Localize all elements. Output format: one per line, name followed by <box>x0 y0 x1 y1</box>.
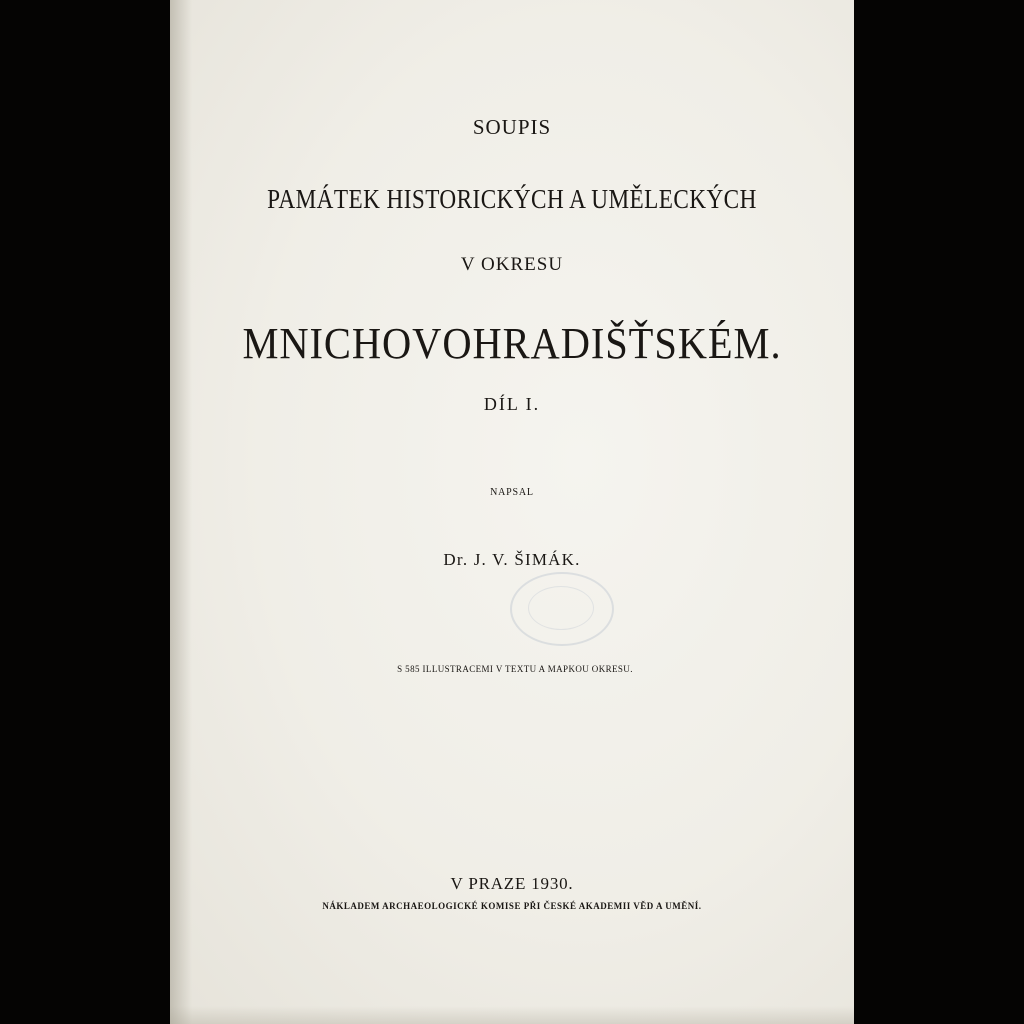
volume-label: DÍL I. <box>483 394 541 414</box>
library-stamp <box>510 572 614 646</box>
place-year: V PRAZE 1930. <box>450 874 574 893</box>
heading: SOUPIS <box>472 115 552 139</box>
district-intro: V OKRESU <box>460 254 564 275</box>
publisher-line: NÁKLADEM ARCHAEOLOGICKÉ KOMISE PŘI ČESKÉ AKADEMII VĚD A UMĚNÍ. <box>322 901 702 911</box>
illustrations-note: S 585 ILLUSTRACEMI V TEXTU A MAPKOU OKRESU. <box>397 664 633 674</box>
author-name: Dr. J. V. ŠIMÁK. <box>443 550 581 569</box>
page-edge-shadow <box>170 0 192 1024</box>
book-title-page <box>170 0 854 1024</box>
subtitle: PAMÁTEK HISTORICKÝCH A UMĚLECKÝCH <box>267 184 757 214</box>
district-title: MNICHOVOHRADIŠŤSKÉM. <box>242 319 782 368</box>
page-bottom-shadow <box>170 1006 854 1024</box>
written-by-label: NAPSAL <box>490 487 534 498</box>
